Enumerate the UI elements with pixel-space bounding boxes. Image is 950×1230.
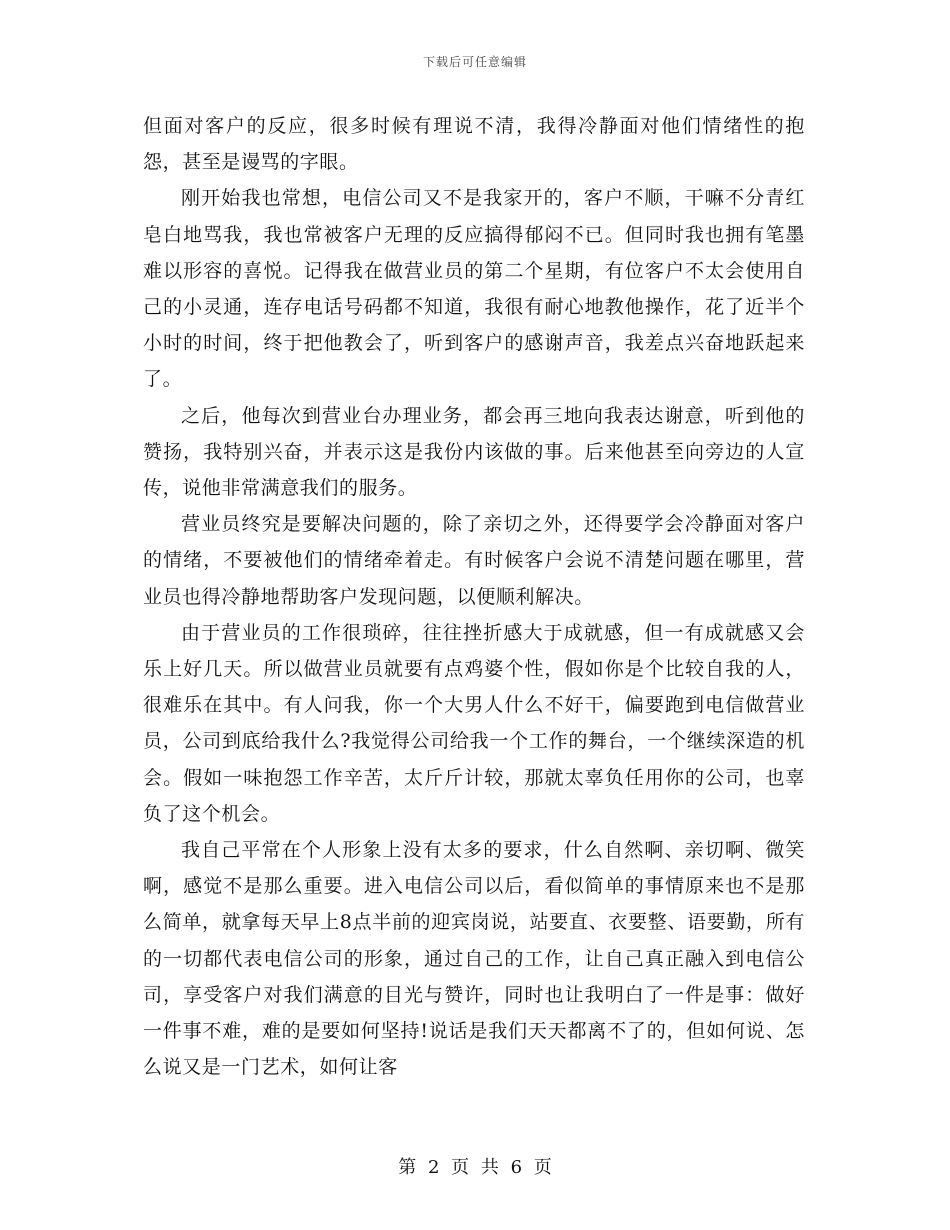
paragraph-6: 我自己平常在个人形象上没有太多的要求，什么自然啊、亲切啊、微笑啊，感觉不是那么重要。进入电信公司以后，看似简单的事情原来也不是那么简单，就拿每天早上8点半前的迎宾岗说，站要直、衣要整、语要勤，所有的一切都代表电信公司的形象，通过自己的工作，让自己真正融入到电信公司，享受客户对我们满意的目光与赞许，同时也让我明白了一件是事：做好一件事不难，难的是要如何坚持!说话是我们天天都离不了的，但如何说、怎么说又是一门艺术，如何让客	[143, 839, 805, 1079]
paragraph-4: 营业员终究是要解决问题的，除了亲切之外，还得要学会冷静面对客户的情绪，不要被他们的情绪牵着走。有时候客户会说不清楚问题在哪里，营业员也得冷静地帮助客户发现问题，以便顺利解决。	[143, 513, 805, 608]
paragraph-2: 刚开始我也常想，电信公司又不是我家开的，客户不顺，干嘛不分青红皂白地骂我，我也常被客户无理的反应搞得郁闷不已。但同时我也拥有笔墨难以形容的喜悦。记得我在做营业员的第二个星期，有位客户不太会使用自己的小灵通，连存电话号码都不知道，我很有耐心地教他操作，花了近半个小时的时间，终于把他教会了，听到客户的感谢声音，我差点兴奋地跃起来了。	[143, 187, 805, 391]
paragraph-5: 由于营业员的工作很琐碎，往往挫折感大于成就感，但一有成就感又会乐上好几天。所以做营业员就要有点鸡婆个性，假如你是个比较自我的人，很难乐在其中。有人问我，你一个大男人什么不好干，偏要跑到电信做营业员，公司到底给我什么?我觉得公司给我一个工作的舞台，一个继续深造的机会。假如一味抱怨工作辛苦，太斤斤计较，那就太辜负任用你的公司，也辜负了这个机会。	[143, 621, 805, 825]
page-footer: 第 2 页 共 6 页	[398, 1157, 552, 1178]
paragraph-1: 但面对客户的反应，很多时候有理说不清，我得冷静面对他们情绪性的抱怨，甚至是谩骂的字眼。	[143, 115, 805, 174]
page-header: 下载后可任意编辑	[422, 55, 527, 69]
document-body	[143, 108, 805, 1085]
paragraph-3: 之后，他每次到营业台办理业务，都会再三地向我表达谢意，听到他的赞扬，我特别兴奋，并表示这是我份内该做的事。后来他甚至向旁边的人宣传，说他非常满意我们的服务。	[143, 404, 805, 500]
